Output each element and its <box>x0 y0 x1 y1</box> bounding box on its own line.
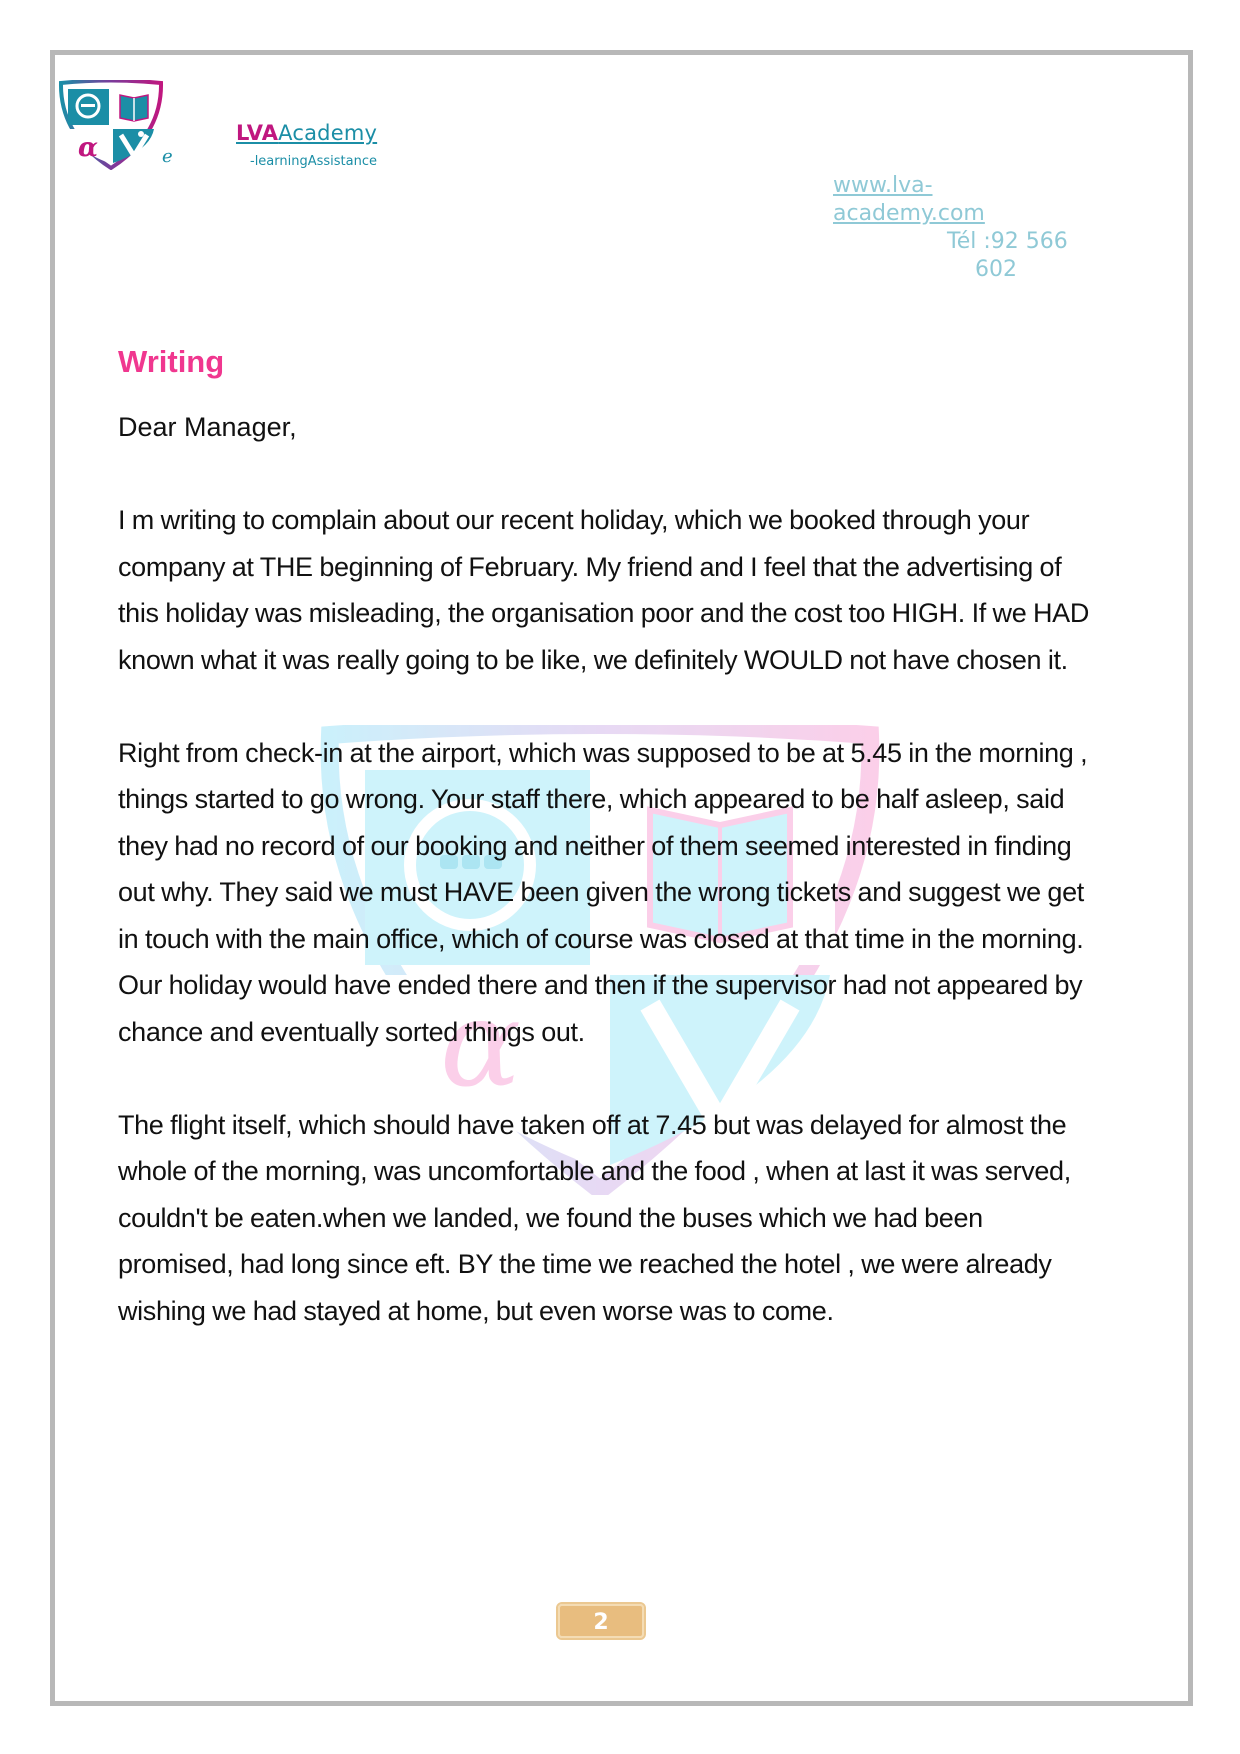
website-line-1: www.lva- <box>833 173 933 198</box>
logo-suffix: e <box>162 146 173 167</box>
document-body <box>118 340 1098 1334</box>
website-line-2: academy.com <box>833 201 985 226</box>
salutation: Dear Manager, <box>118 412 297 442</box>
contact-block <box>833 172 1093 284</box>
website-link[interactable] <box>833 172 1033 228</box>
brand-academy: Academy <box>278 121 378 145</box>
svg-text:α: α <box>78 133 99 163</box>
paragraph: The flight itself, which should have taken off at 7.45 but was delayed for almost the whole of the morning, was uncomfortable and the food , when at last it was served, couldn't be eaten.when we landed, we found the buses which we had been promised, had long since eft. BY the time we reached the hotel , we were already wishing we had stayed at home, but even worse was to come. <box>118 1109 1071 1326</box>
paragraph: I m writing to complain about our recent holiday, which we booked through your company at THE beginning of February. My friend and I feel that the advertising of this holiday was misleading, the organisation poor and the cost too HIGH. If we HAD known what it was really going to be like, we definitely WOULD not have chosen it. <box>118 505 1089 675</box>
brand-lva: LVA <box>236 121 279 145</box>
svg-text:α: α <box>440 975 522 1114</box>
brand-name[interactable] <box>236 121 377 145</box>
phone-number-continued: 602 <box>975 257 1017 282</box>
phone-number: Tél :92 566 <box>947 229 1068 254</box>
paragraph: Right from check-in at the airport, which was supposed to be at 5.45 in the morning , things started to go wrong. Your staff there, which appeared to be half asleep, said they had no record of our booking and neither of them seemed interested in finding out why. They said we must HAVE been given the wrong tickets and suggest we get in touch with the main office, which of course was closed at that time in the morning. Our holiday would have ended there and then if the supervisor had not appeared by chance and eventually sorted things out. <box>118 737 1088 1047</box>
lva-shield-logo-icon <box>58 80 164 170</box>
brand-tagline: -learningAssistance <box>250 154 377 169</box>
section-title: Writing <box>118 344 225 379</box>
page-number-badge: 2 <box>558 1604 644 1638</box>
